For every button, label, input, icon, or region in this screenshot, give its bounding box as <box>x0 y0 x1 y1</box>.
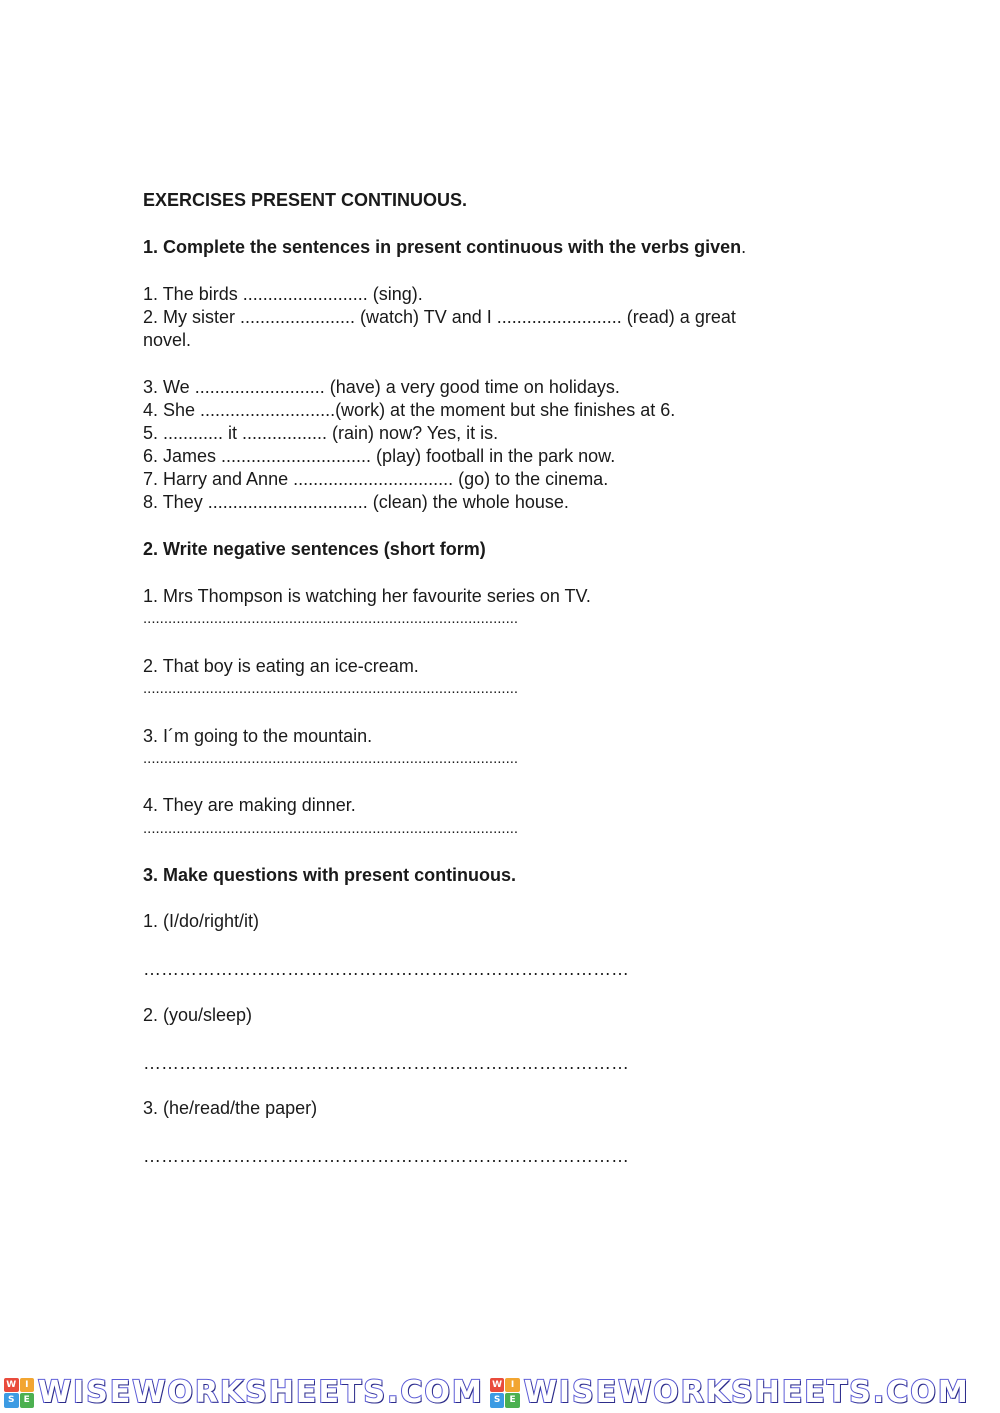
section1-heading <box>143 236 746 258</box>
negative-item: 1. Mrs Thompson is watching her favourite series on TV. <box>143 586 591 606</box>
answer-line[interactable]: ……………………………………………………………………… <box>143 959 629 979</box>
wise-logo-icon <box>4 1378 34 1408</box>
answer-line[interactable]: .......................................................................................... <box>143 680 519 697</box>
answer-line[interactable]: .......................................................................................... <box>143 820 519 837</box>
exercise1-line: 1. The birds ......................... (sing). <box>143 284 423 304</box>
watermark <box>490 1375 970 1410</box>
negative-item: 4. They are making dinner. <box>143 795 356 815</box>
exercise1-line: 2. My sister ....................... (watch) TV and I ......................... (read) a great <box>143 307 736 327</box>
exercise1-line: 5. ............ it ................. (rain) now? Yes, it is. <box>143 423 499 443</box>
answer-line[interactable]: ……………………………………………………………………… <box>143 1053 629 1073</box>
logo-letter: S <box>4 1393 19 1408</box>
watermark <box>4 1375 484 1410</box>
question-item: 3. (he/read/the paper) <box>143 1098 318 1118</box>
section3-heading: 3. Make questions with present continuous. <box>143 865 517 885</box>
exercise1-line: 4. She ...........................(work) at the moment but she finishes at 6. <box>143 400 676 420</box>
logo-letter: I <box>20 1378 35 1393</box>
logo-letter: E <box>505 1393 520 1408</box>
answer-line[interactable]: ……………………………………………………………………… <box>143 1146 629 1166</box>
page-title: EXERCISES PRESENT CONTINUOUS. <box>143 190 468 210</box>
footer-banner <box>0 1372 1000 1413</box>
question-item: 2. (you/sleep) <box>143 1005 253 1025</box>
answer-line[interactable]: .......................................................................................... <box>143 610 519 627</box>
section2-heading: 2. Write negative sentences (short form) <box>143 539 486 559</box>
brand-text: WISEWORKSHEETS.COM <box>523 1375 970 1410</box>
logo-letter: W <box>4 1378 19 1393</box>
question-item: 1. (I/do/right/it) <box>143 911 260 931</box>
logo-letter: I <box>505 1378 520 1393</box>
exercise1-line: 3. We .......................... (have) a very good time on holidays. <box>143 377 620 397</box>
exercise1-line: 7. Harry and Anne ................................ (go) to the cinema. <box>143 469 609 489</box>
section1-heading-tail: . <box>741 237 747 257</box>
negative-item: 2. That boy is eating an ice-cream. <box>143 656 419 676</box>
section1-heading-text: 1. Complete the sentences in present continuous with the verbs given <box>143 237 742 257</box>
exercise1-line: novel. <box>143 330 192 350</box>
brand-text: WISEWORKSHEETS.COM <box>38 1375 484 1410</box>
exercise1-line: 6. James .............................. (play) football in the park now. <box>143 446 616 466</box>
wise-logo-icon <box>490 1378 520 1408</box>
logo-letter: E <box>20 1393 35 1408</box>
logo-letter: W <box>490 1378 505 1393</box>
negative-item: 3. I´m going to the mountain. <box>143 726 373 746</box>
answer-line[interactable]: .......................................................................................... <box>143 750 519 767</box>
exercise1-line: 8. They ................................ (clean) the whole house. <box>143 492 569 512</box>
logo-letter: S <box>490 1393 505 1408</box>
